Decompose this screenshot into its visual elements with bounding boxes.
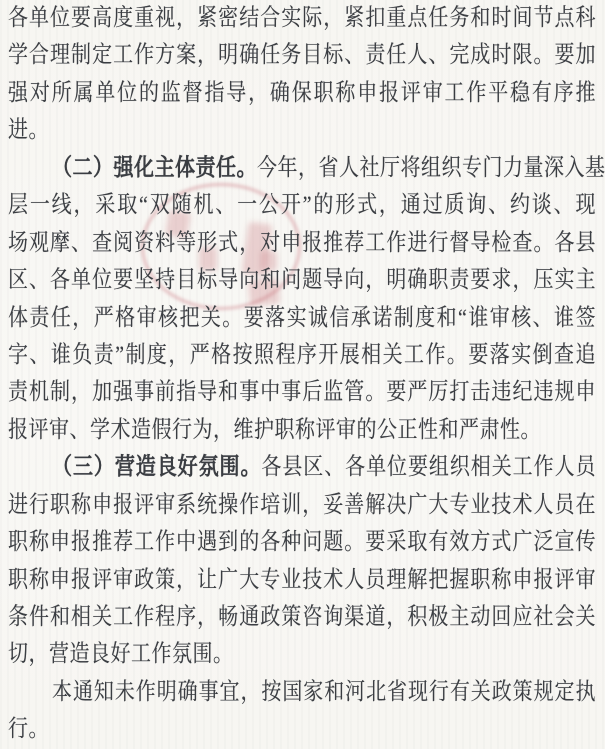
- section-heading-3: （三）营造良好氛围。: [52, 454, 262, 480]
- text-line: 条件和相关工作程序，畅通政策咨询渠道，积极主动回应社会关: [8, 604, 596, 630]
- text-line: 行。: [8, 716, 49, 742]
- text-line-body: 各县区、各单位要组织相关工作人员: [261, 454, 597, 480]
- text-line: 各单位要高度重视，紧密结合实际，紧扣重点任务和时间节点科: [8, 5, 596, 31]
- text-line: 职称申报推荐工作中遇到的各种问题。要采取有效方式广泛宣传: [8, 529, 596, 555]
- text-line: 层一线，采取“双随机、一公开”的形式，通过质询、约谈、现: [8, 192, 596, 218]
- text-line: 报评审、学术造假行为，维护职称评审的公正性和严肃性。: [8, 416, 541, 443]
- text-line: 区、各单位要坚持目标导向和问题导向，明确职责要求，压实主: [8, 267, 596, 293]
- section-heading-2: （二）强化主体责任。: [52, 154, 257, 181]
- text-line: 切，营造良好工作氛围。: [8, 641, 234, 668]
- text-line: 场观摩、查阅资料等形式，对申报推荐工作进行督导检查。各县: [8, 229, 596, 256]
- text-line: 体责任，严格审核把关。要落实诚信承诺制度和“谁审核、谁签: [8, 304, 596, 331]
- text-line: 本通知未作明确事宜，按国家和河北省现行有关政策规定执: [52, 679, 596, 705]
- text-line-body: 今年，省人社厅将组织专门力量深入基: [257, 154, 605, 181]
- text-line: 进行职称申报评审系统操作培训，妥善解决广大专业技术人员在: [8, 491, 596, 518]
- text-line: 字、谁负责”制度，严格按照程序开展相关工作。要落实倒查追: [8, 342, 596, 368]
- text-line: 进。: [8, 117, 49, 143]
- text-line: 责机制，加强事前指导和事中事后监管。要严厉打击违纪违规申: [8, 379, 596, 406]
- text-line: 强对所属单位的监督指导，确保职称申报评审工作平稳有序推: [8, 80, 596, 106]
- text-line: 学合理制定工作方案，明确任务目标、责任人、完成时限。要加: [8, 42, 596, 69]
- text-line: 职称申报评审政策，让广大专业技术人员理解把握职称申报评审: [8, 566, 596, 593]
